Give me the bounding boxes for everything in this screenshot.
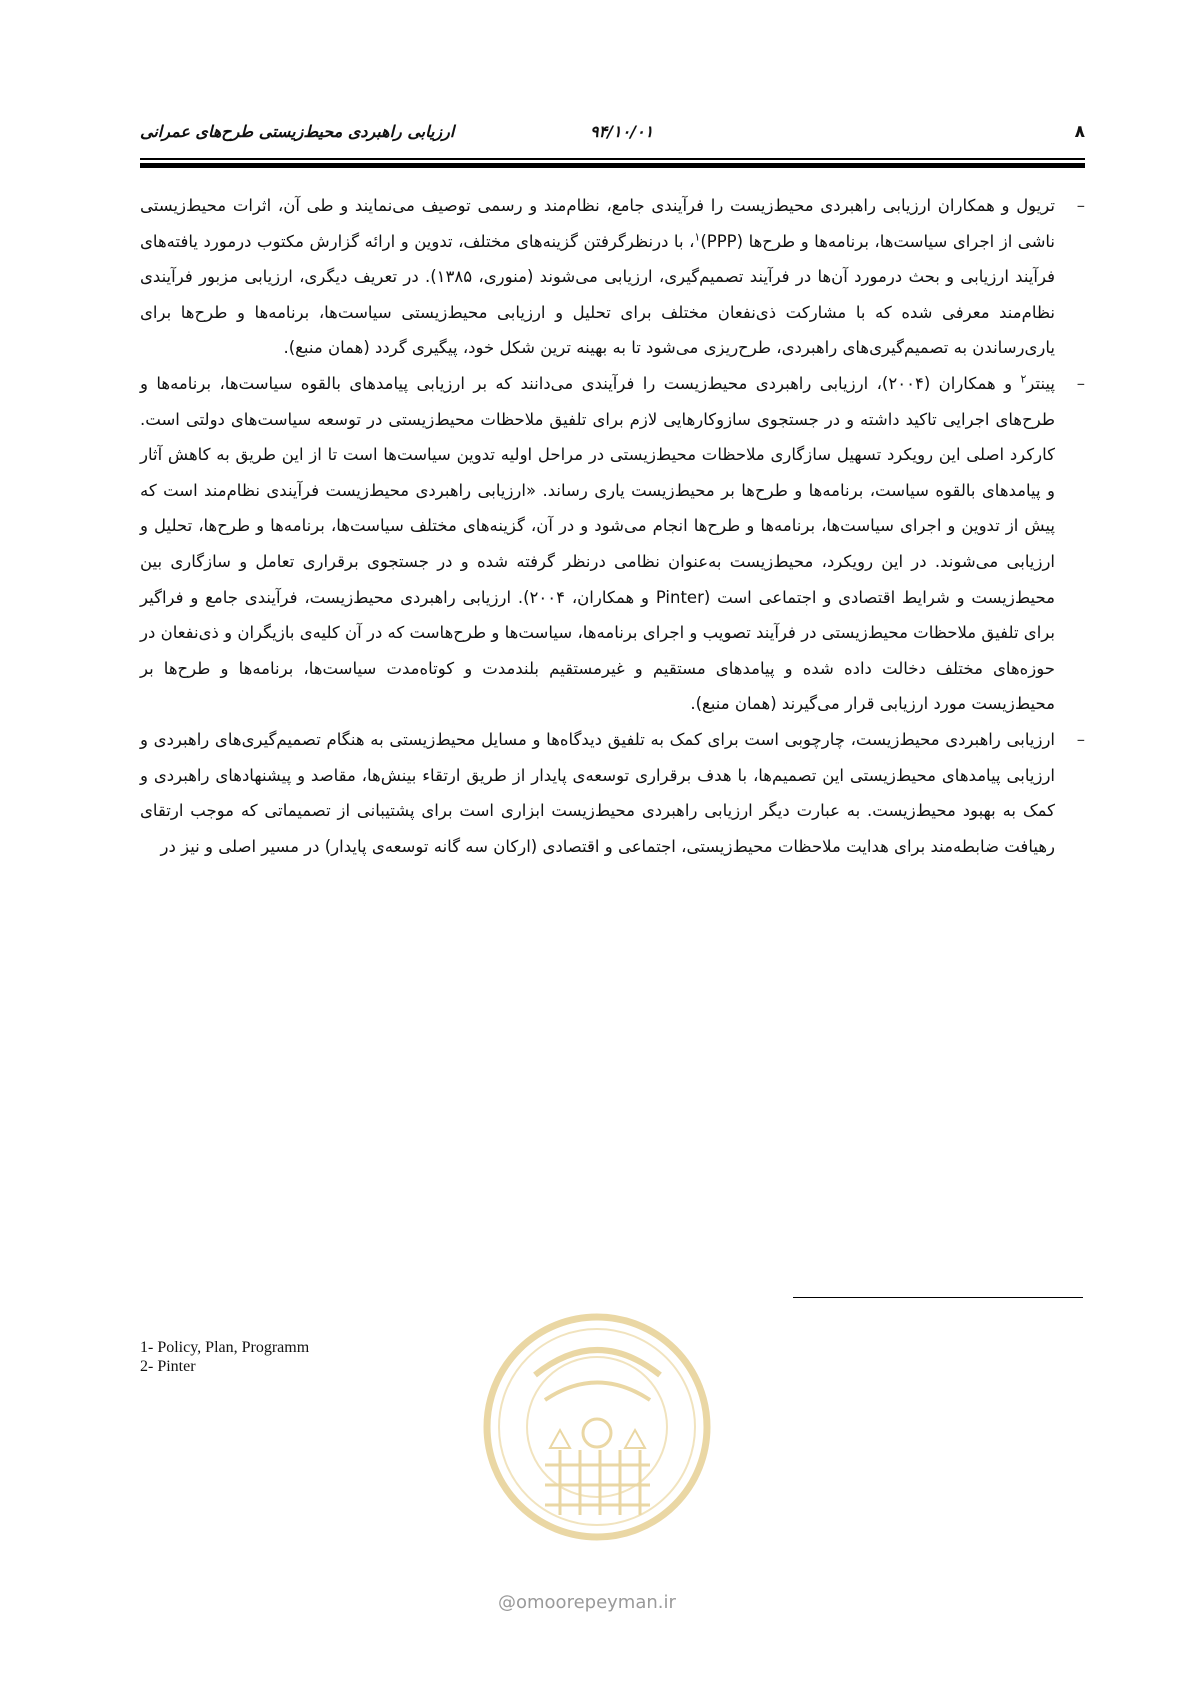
watermark-logo: [475, 1305, 720, 1550]
header-rule-thin: [140, 158, 1085, 160]
footnote-ref: ۱: [694, 230, 701, 244]
footnote-2: 2- Pinter: [140, 1358, 196, 1375]
paragraph-text: و همکاران (۲۰۰۴)، ارزیابی راهبردی محیط‌زیست را فرآیندی می‌دانند که بر ارزیابی پیامدهای بالقوه سیاست‌ها، برنامه‌ها و طرح‌های اجرایی تاکید داشته و در جستجوی سازوکارهایی لازم برای تلفیق ملاحظات محیط‌زیستی در توسعه سیاست‌های دولتی است. کارکرد اصلی این رویکرد تسهیل سازگاری ملاحظات محیط‌زیستی در مراحل اولیه تدوین سیاست‌ها است تا از این طریق به کاهش آثار و پیامدهای بالقوه سیاست، برنامه‌ها و طرح‌ها بر محیط‌زیست یاری رساند. «ارزیابی راهبردی محیط‌زیست فرآیندی نظام‌مند است که پیش از تدوین و اجرای سیاست‌ها، برنامه‌ها و طرح‌ها انجام می‌شود و در آن، گزینه‌های مختلف سیاست‌ها، برنامه‌ها و طرح‌ها، تحلیل و ارزیابی می‌شوند. در این رویکرد، محیط‌زیست به‌عنوان نظامی درنظر گرفته شده و در جستجوی برقراری تعامل و سازگاری بین محیط‌زیست و شرایط اقتصادی و اجتماعی است (Pinter و همکاران، ۲۰۰۴). ارزیابی راهبردی محیط‌زیست، فرآیندی جامع و فراگیر برای تلفیق ملاحظات محیط‌زیستی در فرآیند تصویب و اجرای برنامه‌ها، سیاست‌ها و طرح‌هاست که در آن کلیه‌ی بازیگران و ذی‌نفعان در حوزه‌های مختلف دخالت داده شده و پیامدهای مستقیم و غیرمستقیم بلندمدت و کوتاه‌مدت سیاست‌ها، برنامه‌ها و طرح‌ها بر محیط‌زیست مورد ارزیابی قرار می‌گیرند (همان منبع).: [140, 373, 1056, 714]
paragraph: [140, 722, 1055, 864]
bullet-item: [140, 188, 1085, 366]
watermark-url: @omoorepeyman.ir: [498, 1592, 676, 1613]
footnote-ref: ۲: [1020, 372, 1027, 386]
footnote-separator: [793, 1297, 1083, 1298]
paragraph-text: تریول و همکاران ارزیابی راهبردی محیط‌زیست را فرآیندی جامع، نظام‌مند و رسمی توصیف می‌نمایند و طی آن، اثرات محیط‌زیستی ناشی از اجرای سیاست‌ها، برنامه‌ها و طرح‌ها (PPP): [140, 196, 1056, 251]
footnote-1: 1- Policy, Plan, Programm: [140, 1339, 310, 1356]
dash-bullet: –: [1076, 729, 1085, 749]
header-rule-thick: [140, 163, 1085, 168]
paragraph-text: ارزیابی راهبردی محیط‌زیست، چارچوبی است برای کمک به تلفیق دیدگاه‌ها و مسایل محیط‌زیستی به هنگام تصمیم‌گیری‌های راهبردی و ارزیابی پیامدهای محیط‌زیستی این تصمیم‌ها، با هدف برقراری توسعه‌ی پایدار از طریق ارتقاء بینش‌ها، مقاصد و پیشنهادهای راهبردی و کمک به بهبود محیط‌زیست. به عبارت دیگر ارزیابی راهبردی محیط‌زیست ابزاری است برای پشتیبانی از تصمیماتی که موجب ارتقای رهیافت ضابطه‌مند برای هدایت ملاحظات محیط‌زیستی، اجتماعی و اقتصادی (ارکان سه گانه توسعه‌ی پایدار) در مسیر اصلی و نیز در: [140, 729, 1055, 856]
paragraph-text: پینتر: [1026, 373, 1055, 393]
dash-bullet: –: [1076, 196, 1085, 215]
bullet-item: [140, 366, 1085, 722]
header-title: ارزیابی راهبردی محیط‌زیستی طرح‌های عمرانی: [140, 122, 455, 141]
paragraph-text: ، با درنظرگرفتن گزینه‌های مختلف، تدوین و ارائه گزارش مکتوب درمورد یافته‌های فرآیند ارزیابی و بحث درمورد آن‌ها در فرآیند تصمیم‌گیری، ارزیابی می‌شوند (منوری، ۱۳۸۵). در تعریف دیگری، ارزیابی مزبور فرآیندی نظام‌مند معرفی شده که با مشارکت ذی‌نفعان مختلف برای تحلیل و ارزیابی محیط‌زیستی سیاست‌ها، برنامه‌ها و طرح‌ها برای یاری‌رساندن به تصمیم‌گیری‌های راهبردی، طرح‌ریزی می‌شود تا به بهینه ترین شکل خود، پیگیری گردد (همان منبع).: [140, 231, 1055, 358]
page-header: [140, 118, 1085, 148]
body-text: [140, 188, 1085, 864]
paragraph: [140, 188, 1055, 366]
bullet-item: [140, 722, 1085, 864]
paragraph: [140, 366, 1055, 722]
page-number: ۸: [1074, 122, 1085, 142]
header-date: ۹۴/۱۰/۰۱: [590, 122, 654, 141]
dash-bullet: –: [1076, 373, 1085, 393]
